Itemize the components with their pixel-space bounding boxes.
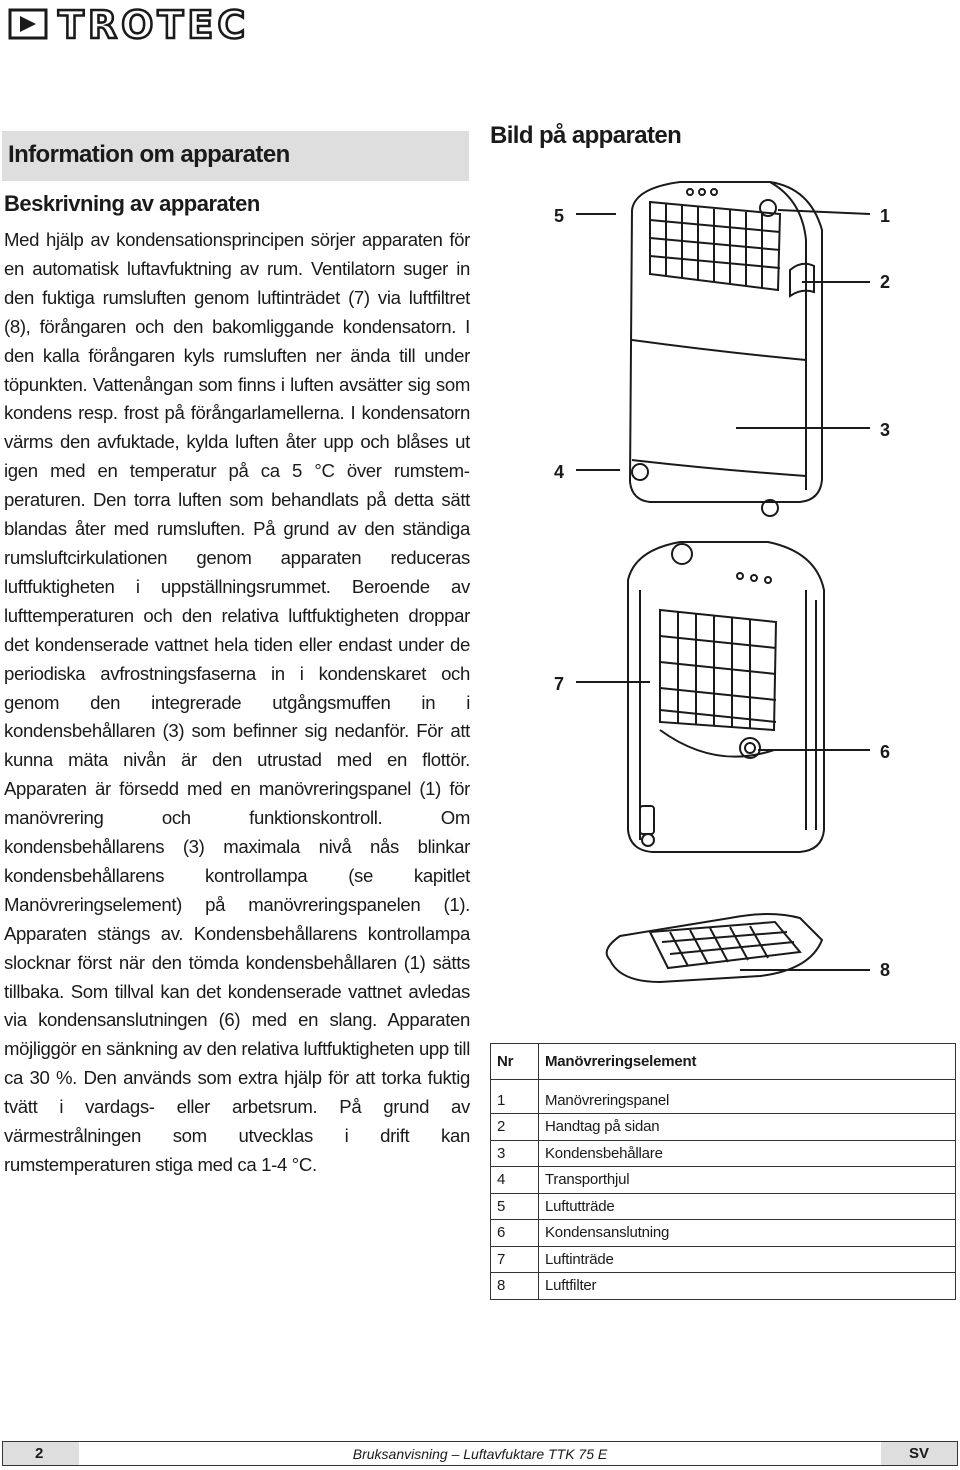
language-code: SV — [881, 1442, 957, 1465]
table-row — [491, 1193, 956, 1220]
legend-nr: 3 — [491, 1140, 539, 1167]
body-paragraph: Med hjälp av kondensationsprincipen sörjer apparaten för en automatisk luftavfuktning av rum. Ventilatorn suger in den fuktiga rumsluften genom luftinträdet (7) via luftfiltret (8), förångaren och den bakomliggande kondensatorn. I den kalla förångaren kyls rumsluften ner ända till under töpunkten. Vattenångan som finns i luften avsätter sig som kondens resp. frost på förångarlamellerna. I kondensatorn värms den avfuktade, kylda luften åter upp och blåses ut igen med en temperatur på ca 5 °C över rumstemperaturen. Den torra luften som behandlats på detta sätt blandas åter med rumsluften. På grund av den ständiga rumsluftcirkulationen genom apparaten reduceras luftfuktigheten i uppställningsrummet. Beroende av lufttemperaturen och den relativa luftfuktigheten droppar det kondenserade vattnet hela tiden eller endast under de periodiska avfrostningsfaserna in i kondenskaret och genom den integrerade utgångsmuffen in i kondensbehållaren (3) som befinner sig nedanför. För att kunna mäta nivån är den utrustad med en flottör. Apparaten är försedd med en manövreringspanel (1) för manövrering och funktionskontroll. Om kondensbehållarens (3) maximala nivå nås blinkar kondensbehållarens kontrollampa (se kapitlet Manövreringselement) på manövreringspanelen (1). Apparaten stängs av. Kondensbehållarens kontrollampa slocknar först när den tömda kondensbehållaren (1) sätts tillbaka. Som tillval kan det kondenserade vattnet avledas via kondensanslutningen (6) med en slang. Apparaten möjliggör en sänkning av den relativa luftfuktigheten upp till ca 30 %. Den används som extra hjälp för att torka fuktig tvätt i vardags- eller arbetsrum. På grund av värmestrålningen som utvecklas i drift kan rumstemperaturen stiga med ca 1-4 °C. — [4, 229, 470, 1175]
legend-nr: 5 — [491, 1193, 539, 1220]
legend-label: Handtag på sidan — [539, 1114, 956, 1141]
page-footer — [2, 1441, 958, 1466]
legend-nr: 2 — [491, 1114, 539, 1141]
callout-1: 1 — [880, 206, 891, 226]
table-row — [491, 1080, 956, 1114]
table-row — [491, 1114, 956, 1141]
table-row — [491, 1273, 956, 1300]
table-row — [491, 1167, 956, 1194]
legend-col-nr: Nr — [491, 1044, 539, 1080]
legend-label: Kondensbehållare — [539, 1140, 956, 1167]
callout-6: 6 — [880, 742, 891, 762]
legend-nr: 4 — [491, 1167, 539, 1194]
legend-label: Luftinträde — [539, 1246, 956, 1273]
callout-4: 4 — [554, 462, 565, 482]
callout-2: 2 — [880, 272, 891, 292]
logo-text: TROTEC — [58, 4, 250, 44]
figure-title: Bild på apparaten — [490, 122, 682, 149]
legend-nr: 1 — [491, 1080, 539, 1114]
legend-label: Kondensanslutning — [539, 1220, 956, 1247]
legend-label: Transporthjul — [539, 1167, 956, 1194]
callout-3: 3 — [880, 420, 891, 440]
legend-nr: 7 — [491, 1246, 539, 1273]
legend-label: Luftfilter — [539, 1273, 956, 1300]
legend-table — [490, 1043, 956, 1300]
legend-nr: 6 — [491, 1220, 539, 1247]
air-filter-view — [607, 914, 822, 982]
table-row — [491, 1140, 956, 1167]
table-row — [491, 1220, 956, 1247]
legend-nr: 8 — [491, 1273, 539, 1300]
legend-label: Luftutträde — [539, 1193, 956, 1220]
callout-5: 5 — [554, 206, 565, 226]
callout-7: 7 — [554, 674, 565, 694]
table-row — [491, 1246, 956, 1273]
device-figure — [540, 170, 920, 990]
trotec-logo — [6, 4, 318, 44]
page-number: 2 — [3, 1442, 79, 1465]
device-front-view — [630, 182, 822, 516]
legend-col-element: Manövreringselement — [539, 1044, 956, 1080]
legend-header-row — [491, 1044, 956, 1080]
callout-8: 8 — [880, 960, 891, 980]
subheading: Beskrivning av apparaten — [4, 191, 260, 216]
legend-label: Manövreringspanel — [539, 1080, 956, 1114]
callout-line-1 — [778, 210, 870, 214]
device-back-view — [628, 542, 824, 852]
section-title: Information om apparaten — [2, 131, 469, 181]
footer-title: Bruksanvisning – Luftavfuktare TTK 75 E — [352, 1445, 608, 1462]
